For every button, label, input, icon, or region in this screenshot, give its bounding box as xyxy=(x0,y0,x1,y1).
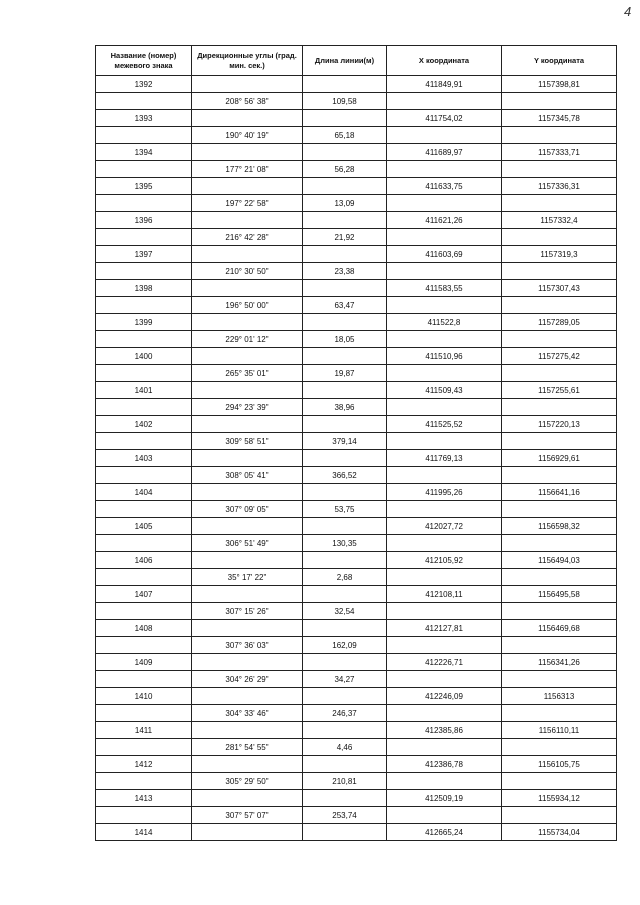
segment-name-empty xyxy=(96,705,192,722)
segment-y-empty xyxy=(502,773,617,790)
segment-angle: 177° 21' 08" xyxy=(192,161,303,178)
point-name: 1397 xyxy=(96,246,192,263)
point-x: 412665,24 xyxy=(387,824,502,841)
point-length-empty xyxy=(303,620,387,637)
segment-angle: 196° 50' 00" xyxy=(192,297,303,314)
segment-name-empty xyxy=(96,807,192,824)
segment-y-empty xyxy=(502,637,617,654)
segment-angle: 307° 36' 03" xyxy=(192,637,303,654)
point-length-empty xyxy=(303,280,387,297)
segment-x-empty xyxy=(387,739,502,756)
point-y: 1156341,26 xyxy=(502,654,617,671)
point-y: 1157398,81 xyxy=(502,76,617,93)
segment-length: 53,75 xyxy=(303,501,387,518)
segment-row xyxy=(96,331,617,348)
point-angle-empty xyxy=(192,144,303,161)
segment-x-empty xyxy=(387,161,502,178)
segment-x-empty xyxy=(387,773,502,790)
point-angle-empty xyxy=(192,178,303,195)
segment-row xyxy=(96,603,617,620)
segment-name-empty xyxy=(96,399,192,416)
point-x: 411995,26 xyxy=(387,484,502,501)
segment-name-empty xyxy=(96,331,192,348)
segment-y-empty xyxy=(502,535,617,552)
segment-angle: 197° 22' 58" xyxy=(192,195,303,212)
segment-angle: 309° 58' 51" xyxy=(192,433,303,450)
point-row xyxy=(96,450,617,467)
point-y: 1157345,78 xyxy=(502,110,617,127)
segment-angle: 190° 40' 19" xyxy=(192,127,303,144)
point-x: 411510,96 xyxy=(387,348,502,365)
segment-angle: 294° 23' 39" xyxy=(192,399,303,416)
point-x: 411522,8 xyxy=(387,314,502,331)
segment-name-empty xyxy=(96,603,192,620)
point-name: 1406 xyxy=(96,552,192,569)
point-x: 411525,52 xyxy=(387,416,502,433)
segment-row xyxy=(96,705,617,722)
segment-angle: 35° 17' 22" xyxy=(192,569,303,586)
point-angle-empty xyxy=(192,688,303,705)
point-y: 1156469,68 xyxy=(502,620,617,637)
point-name: 1395 xyxy=(96,178,192,195)
segment-y-empty xyxy=(502,467,617,484)
segment-x-empty xyxy=(387,263,502,280)
segment-angle: 229° 01' 12" xyxy=(192,331,303,348)
point-name: 1412 xyxy=(96,756,192,773)
segment-length: 130,35 xyxy=(303,535,387,552)
segment-angle: 208° 56' 38" xyxy=(192,93,303,110)
point-length-empty xyxy=(303,178,387,195)
point-length-empty xyxy=(303,416,387,433)
point-name: 1402 xyxy=(96,416,192,433)
point-length-empty xyxy=(303,586,387,603)
point-row xyxy=(96,518,617,535)
point-name: 1398 xyxy=(96,280,192,297)
point-x: 412386,78 xyxy=(387,756,502,773)
point-x: 412108,11 xyxy=(387,586,502,603)
segment-name-empty xyxy=(96,467,192,484)
segment-x-empty xyxy=(387,297,502,314)
point-row xyxy=(96,280,617,297)
point-angle-empty xyxy=(192,314,303,331)
segment-y-empty xyxy=(502,603,617,620)
segment-row xyxy=(96,773,617,790)
point-name: 1392 xyxy=(96,76,192,93)
segment-y-empty xyxy=(502,569,617,586)
segment-angle: 307° 09' 05" xyxy=(192,501,303,518)
point-length-empty xyxy=(303,212,387,229)
point-angle-empty xyxy=(192,654,303,671)
segment-name-empty xyxy=(96,127,192,144)
point-angle-empty xyxy=(192,790,303,807)
segment-name-empty xyxy=(96,195,192,212)
point-row xyxy=(96,688,617,705)
segment-row xyxy=(96,739,617,756)
point-y: 1157333,71 xyxy=(502,144,617,161)
point-name: 1394 xyxy=(96,144,192,161)
segment-row xyxy=(96,93,617,110)
point-x: 412385,86 xyxy=(387,722,502,739)
point-name: 1404 xyxy=(96,484,192,501)
point-name: 1411 xyxy=(96,722,192,739)
table-body xyxy=(96,76,617,841)
segment-y-empty xyxy=(502,127,617,144)
point-name: 1410 xyxy=(96,688,192,705)
point-angle-empty xyxy=(192,382,303,399)
point-angle-empty xyxy=(192,450,303,467)
point-row xyxy=(96,586,617,603)
segment-y-empty xyxy=(502,331,617,348)
segment-y-empty xyxy=(502,365,617,382)
segment-x-empty xyxy=(387,399,502,416)
segment-name-empty xyxy=(96,229,192,246)
point-row xyxy=(96,382,617,399)
segment-x-empty xyxy=(387,501,502,518)
segment-angle: 306° 51' 49" xyxy=(192,535,303,552)
point-name: 1393 xyxy=(96,110,192,127)
point-row xyxy=(96,110,617,127)
segment-angle: 281° 54' 55" xyxy=(192,739,303,756)
segment-y-empty xyxy=(502,705,617,722)
segment-name-empty xyxy=(96,569,192,586)
point-angle-empty xyxy=(192,518,303,535)
point-angle-empty xyxy=(192,416,303,433)
point-angle-empty xyxy=(192,620,303,637)
segment-x-empty xyxy=(387,569,502,586)
segment-x-empty xyxy=(387,195,502,212)
segment-y-empty xyxy=(502,399,617,416)
point-angle-empty xyxy=(192,110,303,127)
segment-x-empty xyxy=(387,127,502,144)
point-name: 1401 xyxy=(96,382,192,399)
coordinates-table xyxy=(95,45,617,841)
segment-name-empty xyxy=(96,637,192,654)
segment-length: 56,28 xyxy=(303,161,387,178)
point-row xyxy=(96,212,617,229)
point-y: 1156105,75 xyxy=(502,756,617,773)
point-name: 1399 xyxy=(96,314,192,331)
point-length-empty xyxy=(303,552,387,569)
page-number: 4 xyxy=(624,4,632,19)
point-y: 1157332,4 xyxy=(502,212,617,229)
segment-x-empty xyxy=(387,331,502,348)
segment-y-empty xyxy=(502,229,617,246)
segment-angle: 304° 26' 29" xyxy=(192,671,303,688)
segment-x-empty xyxy=(387,807,502,824)
segment-x-empty xyxy=(387,365,502,382)
point-y: 1157275,42 xyxy=(502,348,617,365)
segment-name-empty xyxy=(96,365,192,382)
point-length-empty xyxy=(303,314,387,331)
segment-name-empty xyxy=(96,535,192,552)
point-y: 1156313 xyxy=(502,688,617,705)
segment-length: 63,47 xyxy=(303,297,387,314)
point-length-empty xyxy=(303,110,387,127)
header-y: Y координата xyxy=(502,46,617,76)
point-row xyxy=(96,552,617,569)
segment-length: 366,52 xyxy=(303,467,387,484)
segment-length: 253,74 xyxy=(303,807,387,824)
segment-row xyxy=(96,229,617,246)
segment-name-empty xyxy=(96,671,192,688)
point-row xyxy=(96,144,617,161)
segment-length: 246,37 xyxy=(303,705,387,722)
segment-x-empty xyxy=(387,433,502,450)
point-x: 412509,19 xyxy=(387,790,502,807)
point-y: 1157307,43 xyxy=(502,280,617,297)
point-length-empty xyxy=(303,824,387,841)
point-y: 1157220,13 xyxy=(502,416,617,433)
segment-row xyxy=(96,501,617,518)
header-length: Длина линии(м) xyxy=(303,46,387,76)
point-length-empty xyxy=(303,246,387,263)
point-row xyxy=(96,722,617,739)
point-angle-empty xyxy=(192,76,303,93)
point-angle-empty xyxy=(192,756,303,773)
point-x: 411754,02 xyxy=(387,110,502,127)
table-header-row xyxy=(96,46,617,76)
segment-row xyxy=(96,671,617,688)
segment-name-empty xyxy=(96,161,192,178)
segment-length: 210,81 xyxy=(303,773,387,790)
segment-row xyxy=(96,297,617,314)
segment-angle: 305° 29' 50" xyxy=(192,773,303,790)
segment-length: 379,14 xyxy=(303,433,387,450)
segment-length: 38,96 xyxy=(303,399,387,416)
segment-length: 162,09 xyxy=(303,637,387,654)
point-y: 1156598,32 xyxy=(502,518,617,535)
segment-row xyxy=(96,535,617,552)
header-angle: Дирекционные углы (град. мин. сек.) xyxy=(192,46,303,76)
segment-y-empty xyxy=(502,93,617,110)
segment-length: 65,18 xyxy=(303,127,387,144)
segment-angle: 307° 15' 26" xyxy=(192,603,303,620)
segment-length: 4,46 xyxy=(303,739,387,756)
point-x: 411769,13 xyxy=(387,450,502,467)
segment-row xyxy=(96,569,617,586)
point-name: 1403 xyxy=(96,450,192,467)
segment-y-empty xyxy=(502,433,617,450)
point-x: 411621,26 xyxy=(387,212,502,229)
point-name: 1400 xyxy=(96,348,192,365)
segment-row xyxy=(96,433,617,450)
point-angle-empty xyxy=(192,348,303,365)
point-angle-empty xyxy=(192,722,303,739)
point-y: 1157255,61 xyxy=(502,382,617,399)
point-x: 411509,43 xyxy=(387,382,502,399)
segment-angle: 216° 42' 28" xyxy=(192,229,303,246)
point-y: 1155734,04 xyxy=(502,824,617,841)
segment-x-empty xyxy=(387,467,502,484)
segment-x-empty xyxy=(387,705,502,722)
segment-length: 32,54 xyxy=(303,603,387,620)
segment-x-empty xyxy=(387,229,502,246)
segment-angle: 304° 33' 46" xyxy=(192,705,303,722)
segment-y-empty xyxy=(502,739,617,756)
segment-x-empty xyxy=(387,671,502,688)
point-angle-empty xyxy=(192,552,303,569)
segment-row xyxy=(96,161,617,178)
point-name: 1407 xyxy=(96,586,192,603)
segment-length: 21,92 xyxy=(303,229,387,246)
segment-y-empty xyxy=(502,807,617,824)
point-x: 412127,81 xyxy=(387,620,502,637)
segment-y-empty xyxy=(502,297,617,314)
point-x: 411689,97 xyxy=(387,144,502,161)
header-name: Название (номер) межевого знака xyxy=(96,46,192,76)
point-length-empty xyxy=(303,790,387,807)
point-name: 1408 xyxy=(96,620,192,637)
point-y: 1156641,16 xyxy=(502,484,617,501)
segment-length: 2,68 xyxy=(303,569,387,586)
segment-y-empty xyxy=(502,195,617,212)
point-angle-empty xyxy=(192,280,303,297)
segment-row xyxy=(96,399,617,416)
point-angle-empty xyxy=(192,586,303,603)
point-row xyxy=(96,824,617,841)
point-y: 1156110,11 xyxy=(502,722,617,739)
point-x: 411849,91 xyxy=(387,76,502,93)
point-length-empty xyxy=(303,484,387,501)
segment-length: 19,87 xyxy=(303,365,387,382)
point-x: 411603,69 xyxy=(387,246,502,263)
segment-angle: 210° 30' 50" xyxy=(192,263,303,280)
point-angle-empty xyxy=(192,484,303,501)
point-angle-empty xyxy=(192,824,303,841)
segment-row xyxy=(96,127,617,144)
point-name: 1409 xyxy=(96,654,192,671)
segment-name-empty xyxy=(96,501,192,518)
point-y: 1156495,58 xyxy=(502,586,617,603)
point-y: 1157319,3 xyxy=(502,246,617,263)
segment-length: 13,09 xyxy=(303,195,387,212)
point-x: 412105,92 xyxy=(387,552,502,569)
point-x: 412027,72 xyxy=(387,518,502,535)
segment-length: 109,58 xyxy=(303,93,387,110)
segment-length: 18,05 xyxy=(303,331,387,348)
segment-name-empty xyxy=(96,263,192,280)
segment-row xyxy=(96,467,617,484)
point-row xyxy=(96,416,617,433)
segment-row xyxy=(96,365,617,382)
point-length-empty xyxy=(303,756,387,773)
point-row xyxy=(96,654,617,671)
point-length-empty xyxy=(303,722,387,739)
point-length-empty xyxy=(303,144,387,161)
header-x: X координата xyxy=(387,46,502,76)
segment-name-empty xyxy=(96,739,192,756)
segment-length: 34,27 xyxy=(303,671,387,688)
point-x: 411583,55 xyxy=(387,280,502,297)
segment-name-empty xyxy=(96,773,192,790)
segment-x-empty xyxy=(387,93,502,110)
point-length-empty xyxy=(303,76,387,93)
segment-name-empty xyxy=(96,297,192,314)
segment-name-empty xyxy=(96,433,192,450)
point-row xyxy=(96,178,617,195)
point-row xyxy=(96,246,617,263)
point-length-empty xyxy=(303,382,387,399)
point-length-empty xyxy=(303,518,387,535)
segment-row xyxy=(96,195,617,212)
segment-angle: 308° 05' 41" xyxy=(192,467,303,484)
segment-length: 23,38 xyxy=(303,263,387,280)
segment-y-empty xyxy=(502,671,617,688)
point-name: 1396 xyxy=(96,212,192,229)
segment-y-empty xyxy=(502,161,617,178)
point-y: 1156494,03 xyxy=(502,552,617,569)
point-row xyxy=(96,314,617,331)
segment-y-empty xyxy=(502,263,617,280)
point-angle-empty xyxy=(192,212,303,229)
point-name: 1405 xyxy=(96,518,192,535)
point-x: 412246,09 xyxy=(387,688,502,705)
segment-x-empty xyxy=(387,637,502,654)
point-y: 1156929,61 xyxy=(502,450,617,467)
point-row xyxy=(96,348,617,365)
segment-y-empty xyxy=(502,501,617,518)
segment-x-empty xyxy=(387,535,502,552)
segment-angle: 265° 35' 01" xyxy=(192,365,303,382)
point-y: 1157289,05 xyxy=(502,314,617,331)
segment-row xyxy=(96,637,617,654)
point-length-empty xyxy=(303,654,387,671)
point-row xyxy=(96,76,617,93)
point-row xyxy=(96,484,617,501)
segment-row xyxy=(96,263,617,280)
point-x: 411633,75 xyxy=(387,178,502,195)
point-length-empty xyxy=(303,688,387,705)
segment-x-empty xyxy=(387,603,502,620)
point-row xyxy=(96,790,617,807)
point-length-empty xyxy=(303,450,387,467)
point-row xyxy=(96,756,617,773)
segment-angle: 307° 57' 07" xyxy=(192,807,303,824)
point-length-empty xyxy=(303,348,387,365)
point-name: 1414 xyxy=(96,824,192,841)
point-row xyxy=(96,620,617,637)
segment-name-empty xyxy=(96,93,192,110)
point-x: 412226,71 xyxy=(387,654,502,671)
point-y: 1157336,31 xyxy=(502,178,617,195)
point-name: 1413 xyxy=(96,790,192,807)
point-angle-empty xyxy=(192,246,303,263)
segment-row xyxy=(96,807,617,824)
point-y: 1155934,12 xyxy=(502,790,617,807)
